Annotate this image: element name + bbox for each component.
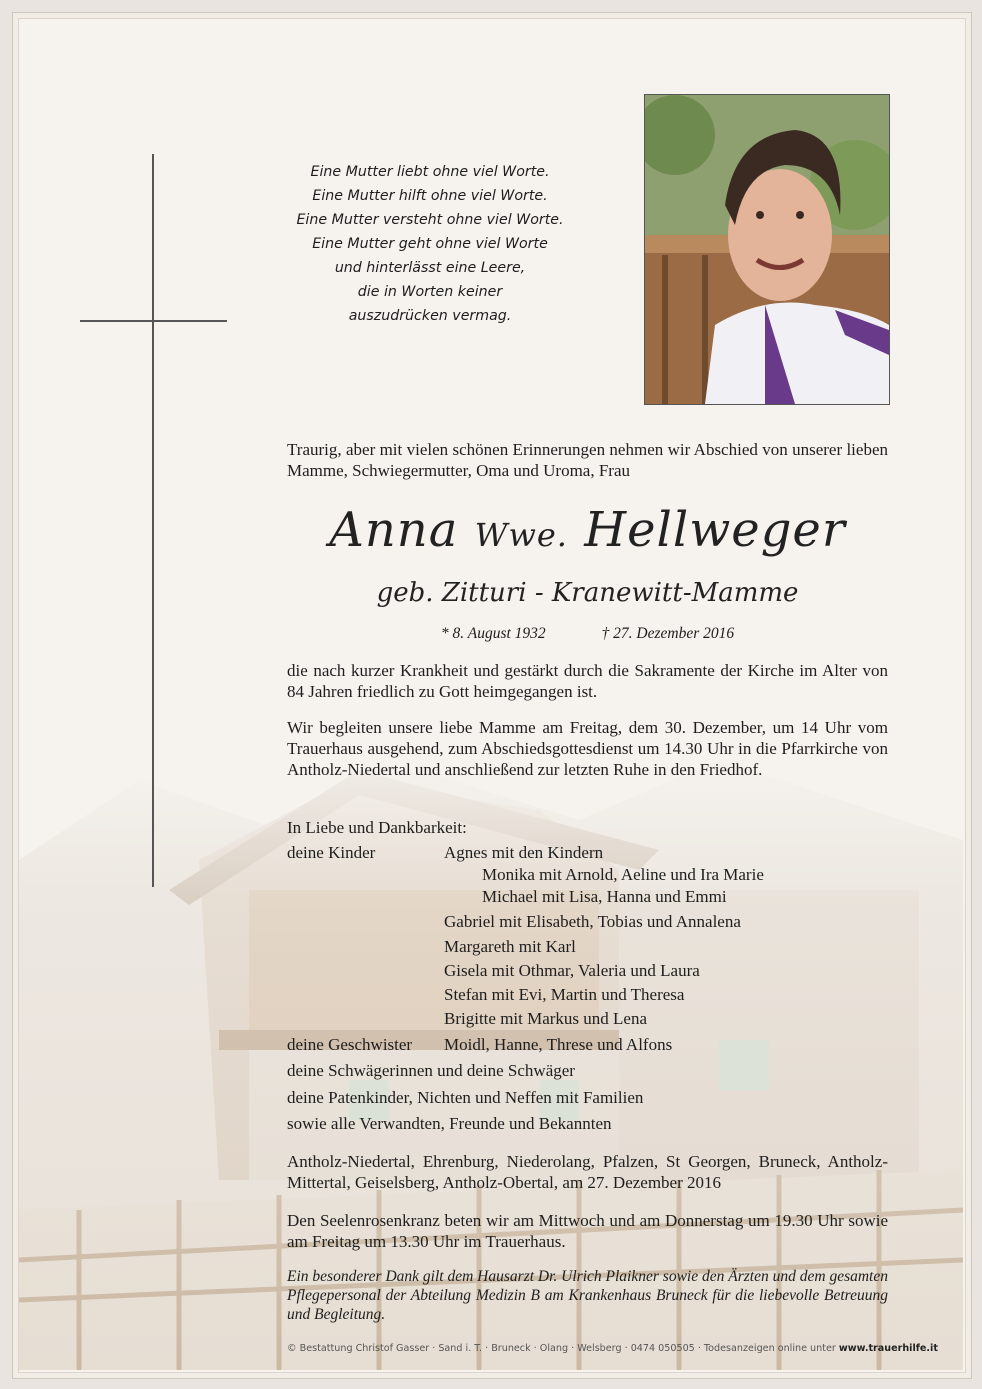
list-item: Moidl, Hanne, Threse und Alfons — [444, 1035, 673, 1054]
list-item: deine Schwägerinnen und deine Schwäger — [287, 1061, 575, 1080]
geschwister-label: deine Geschwister — [287, 1035, 413, 1054]
death-date: † 27. Dezember 2016 — [601, 625, 735, 642]
thanks-text: Ein besonderer Dank gilt dem Hausarzt Dr. Ulrich Plaikner sowie den Ärzten und dem gesamten Pflegepersonal der Abteilung Medizin B am Krankenhaus Bruneck für die liebevolle Betreuung und Begleitung. — [287, 1268, 888, 1323]
rosary-text: Den Seelenrosenkranz beten wir am Mittwoch und am Donnerstag um 19.30 Uhr sowie am Freitag um 13.30 Uhr im Trauerhaus. — [287, 1211, 888, 1251]
poem-line: Eine Mutter hilft ohne viel Worte. — [312, 188, 548, 204]
passing-text: die nach kurzer Krankheit und gestärkt durch die Sakramente der Kirche im Alter von 84 Jahren friedlich zu Gott heimgegangen ist. — [287, 661, 888, 701]
funeral-text: Wir begleiten unsere liebe Mamme am Freitag, dem 30. Dezember, um 14 Uhr vom Trauerhaus ausgehend, zum Abschiedsgottesdienst um 14.30 Uhr in die Pfarrkirche von Antholz-Niedertal und anschließend zur letzten Ruhe in den Friedhof. — [287, 718, 888, 779]
places-text: Antholz-Niedertal, Ehrenburg, Niederolang, Pfalzen, St Georgen, Bruneck, Antholz-Mittertal, Geiselsberg, Antholz-Obertal, am 27. Dezember 2016 — [287, 1152, 888, 1192]
life-dates — [287, 625, 888, 643]
poem-line: Eine Mutter geht ohne viel Worte — [312, 236, 548, 252]
list-item: sowie alle Verwandten, Freunde und Bekannten — [287, 1114, 612, 1133]
list-item: Margareth mit Karl — [444, 937, 576, 956]
deceased-name — [287, 502, 888, 558]
poem-line: die in Worten keiner — [357, 284, 503, 300]
cross-horizontal-bar — [80, 320, 227, 322]
poem-line: und hinterlässt eine Leere, — [334, 260, 526, 276]
list-item: Brigitte mit Markus und Lena — [444, 1009, 648, 1028]
list-item: Monika mit Arnold, Aeline und Ira Marie — [482, 865, 764, 884]
list-item: Agnes mit den Kindern — [444, 843, 604, 862]
kinder-label: deine Kinder — [287, 843, 376, 862]
intro-text: Traurig, aber mit vielen schönen Erinnerungen nehmen wir Abschied von unserer lieben Mamme, Schwiegermutter, Oma und Uroma, Frau — [287, 440, 888, 480]
footer-text: © Bestattung Christof Gasser · Sand i. T. · Bruneck · Olang · Welsberg · 0474 050505 · Todesanzeigen online unter — [287, 1343, 839, 1354]
last-name: Hellweger — [584, 502, 846, 558]
widow-title: Wwe. — [474, 516, 568, 554]
mourners-heading: In Liebe und Dankbarkeit: — [287, 818, 467, 837]
birth-date: * 8. August 1932 — [440, 625, 546, 642]
list-item: Gisela mit Othmar, Valeria und Laura — [444, 961, 700, 980]
list-item: deine Patenkinder, Nichten und Neffen mit Familien — [287, 1088, 644, 1107]
poem-line: Eine Mutter versteht ohne viel Worte. — [296, 212, 564, 228]
portrait-photo — [644, 94, 890, 405]
poem-line: auszudrücken vermag. — [348, 308, 512, 324]
poem — [280, 160, 580, 328]
cross-vertical-bar — [152, 154, 154, 887]
list-item: Stefan mit Evi, Martin und Theresa — [444, 985, 685, 1004]
footer — [287, 1343, 937, 1354]
footer-site-link[interactable]: www.trauerhilfe.it — [838, 1343, 938, 1354]
maiden-name: geb. Zitturi - Kranewitt-Mamme — [376, 578, 799, 608]
first-name: Anna — [329, 502, 459, 558]
poem-line: Eine Mutter liebt ohne viel Worte. — [310, 164, 550, 180]
list-item: Michael mit Lisa, Hanna und Emmi — [482, 887, 727, 906]
list-item: Gabriel mit Elisabeth, Tobias und Annalena — [444, 912, 741, 931]
